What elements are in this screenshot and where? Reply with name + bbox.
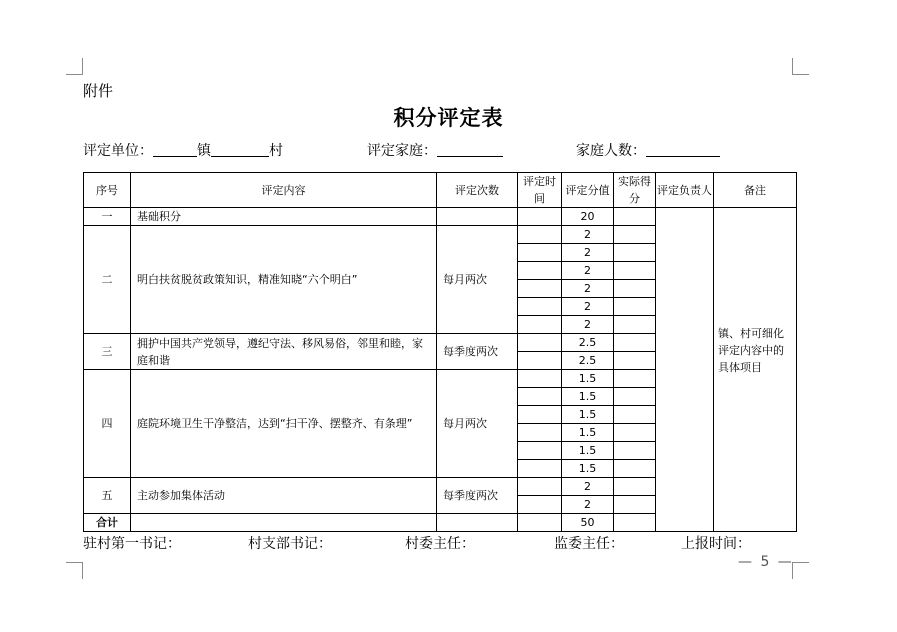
row-actual-score — [614, 298, 656, 316]
row-content: 基础积分 — [131, 208, 437, 226]
row-value: 2.5 — [562, 334, 614, 352]
row-eval-time — [518, 244, 562, 262]
row-value: 2 — [562, 244, 614, 262]
row-seq: 三 — [84, 334, 131, 370]
row-eval-time — [518, 298, 562, 316]
row-value: 2 — [562, 496, 614, 514]
row-eval-time — [518, 226, 562, 244]
row-eval-time — [518, 460, 562, 478]
row-actual-score — [614, 424, 656, 442]
page-number: — 5 — — [738, 554, 794, 570]
row-actual-score — [614, 244, 656, 262]
row-actual-score — [614, 388, 656, 406]
total-value: 50 — [562, 514, 614, 532]
total-actual-score — [614, 514, 656, 532]
row-value: 1.5 — [562, 388, 614, 406]
village-label: 村 — [269, 143, 283, 159]
row-value: 2 — [562, 262, 614, 280]
row-times: 每月两次 — [437, 226, 518, 334]
row-content: 拥护中国共产党领导，遵纪守法、移风易俗，邻里和睦，家庭和谐 — [131, 334, 437, 370]
row-times: 每季度两次 — [437, 334, 518, 370]
total-eval-time — [518, 514, 562, 532]
score-table — [83, 172, 797, 532]
total-label: 合计 — [84, 514, 131, 532]
row-seq: 四 — [84, 370, 131, 478]
row-eval-time — [518, 442, 562, 460]
sign-branch-secretary: 村支部书记： — [248, 536, 332, 552]
row-seq: 五 — [84, 478, 131, 514]
row-actual-score — [614, 208, 656, 226]
row-value: 2 — [562, 226, 614, 244]
row-value: 1.5 — [562, 424, 614, 442]
family-field — [367, 140, 503, 160]
remark-text: 镇、村可细化评定内容中的具体项目 — [718, 327, 784, 374]
header-times: 评定次数 — [437, 173, 518, 208]
header-content: 评定内容 — [131, 173, 437, 208]
header-person: 评定负责人 — [656, 173, 714, 208]
row-value: 20 — [562, 208, 614, 226]
row-actual-score — [614, 316, 656, 334]
row-value: 1.5 — [562, 406, 614, 424]
row-eval-time — [518, 280, 562, 298]
total-times — [437, 514, 518, 532]
header-value: 评定分值 — [562, 173, 614, 208]
row-actual-score — [614, 370, 656, 388]
row-value: 1.5 — [562, 370, 614, 388]
family-blank — [437, 142, 503, 157]
row-actual-score — [614, 478, 656, 496]
row-actual-score — [614, 406, 656, 424]
row-times — [437, 208, 518, 226]
row-actual-score — [614, 280, 656, 298]
header-remark: 备注 — [714, 173, 797, 208]
row-eval-time — [518, 370, 562, 388]
row-content: 庭院环境卫生干净整洁，达到“扫干净、摆整齐、有条理” — [131, 370, 437, 478]
document-title: 积分评定表 — [393, 105, 504, 130]
row-person — [656, 208, 714, 532]
sign-report-time: 上报时间： — [681, 536, 751, 552]
unit-field — [83, 140, 283, 160]
table-row — [84, 208, 797, 226]
row-actual-score — [614, 262, 656, 280]
row-actual-score — [614, 334, 656, 352]
row-eval-time — [518, 352, 562, 370]
crop-mark-bottom-right — [792, 562, 809, 579]
row-value: 1.5 — [562, 460, 614, 478]
town-blank — [153, 142, 197, 157]
row-eval-time — [518, 334, 562, 352]
crop-mark-bottom-left — [66, 562, 83, 579]
sign-first-secretary: 驻村第一书记： — [83, 536, 181, 552]
row-seq: 二 — [84, 226, 131, 334]
row-eval-time — [518, 208, 562, 226]
header-score: 实际得分 — [614, 173, 656, 208]
row-actual-score — [614, 226, 656, 244]
crop-mark-top-right — [792, 58, 809, 75]
row-value: 2 — [562, 316, 614, 334]
attachment-label: 附件 — [83, 82, 114, 100]
table-header-row — [84, 173, 797, 208]
unit-label: 评定单位： — [83, 143, 153, 159]
town-label: 镇 — [197, 143, 211, 159]
row-eval-time — [518, 478, 562, 496]
row-actual-score — [614, 460, 656, 478]
crop-mark-top-left — [66, 58, 83, 75]
family-label: 评定家庭： — [367, 143, 437, 159]
row-value: 1.5 — [562, 442, 614, 460]
sign-committee-director: 村委主任： — [405, 536, 475, 552]
row-value: 2 — [562, 298, 614, 316]
row-actual-score — [614, 352, 656, 370]
members-field — [576, 140, 720, 160]
sign-supervision-director: 监委主任： — [554, 536, 624, 552]
row-eval-time — [518, 316, 562, 334]
row-times: 每月两次 — [437, 370, 518, 478]
header-time: 评定时间 — [518, 173, 562, 208]
row-content: 主动参加集体活动 — [131, 478, 437, 514]
row-value: 2 — [562, 280, 614, 298]
row-content: 明白扶贫脱贫政策知识，精准知晓“六个明白” — [131, 226, 437, 334]
total-content — [131, 514, 437, 532]
row-eval-time — [518, 388, 562, 406]
row-eval-time — [518, 262, 562, 280]
row-times: 每季度两次 — [437, 478, 518, 514]
village-blank — [211, 142, 269, 157]
members-blank — [646, 142, 720, 157]
row-eval-time — [518, 496, 562, 514]
row-actual-score — [614, 496, 656, 514]
members-label: 家庭人数： — [576, 143, 646, 159]
row-actual-score — [614, 442, 656, 460]
row-eval-time — [518, 406, 562, 424]
row-seq: 一 — [84, 208, 131, 226]
remark-cell — [714, 208, 797, 532]
header-seq: 序号 — [84, 173, 131, 208]
row-eval-time — [518, 424, 562, 442]
row-value: 2 — [562, 478, 614, 496]
row-value: 2.5 — [562, 352, 614, 370]
